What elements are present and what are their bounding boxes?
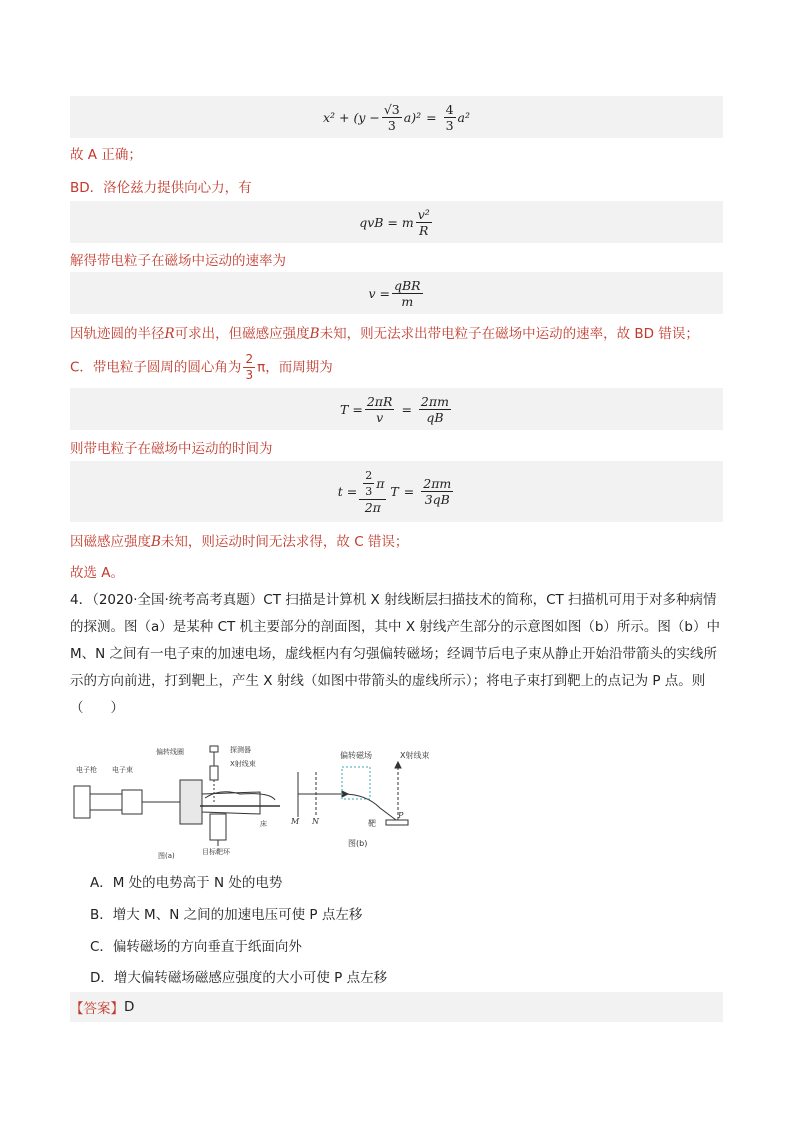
figure-a-ct-machine (70, 742, 295, 862)
electron-gun-barrel (90, 794, 122, 810)
eq-time-equals: = (403, 484, 415, 499)
eq-lorentz-num: v² (417, 206, 430, 222)
figure-b-schematic (288, 742, 433, 852)
eq-period-lhs: T = (340, 401, 363, 417)
eq-time-bigfrac-num (359, 468, 386, 500)
eq-time-inner-num: 2 (365, 469, 373, 482)
eq-time-lhs: t = (337, 484, 358, 499)
text-bd-conclusion (70, 322, 699, 342)
text-bd-intro: BD．洛伦兹力提供向心力，有 (70, 180, 252, 196)
eq-circle-lhs: x² + (y − (322, 109, 380, 125)
eq-circle-frac-den: 3 (387, 117, 396, 133)
equation-period (70, 388, 723, 430)
eq-speed-den: m (401, 293, 414, 309)
detector-box (210, 766, 218, 780)
eq-time-den2: 3qB (424, 492, 450, 507)
eq-speed-frac (392, 278, 423, 309)
eq-period-num1: 2πR (366, 393, 393, 409)
equation-lorentz (70, 201, 723, 243)
c-conclusion-part1: 因磁感应强度 (70, 534, 151, 550)
eq-circle-rhs-frac (444, 102, 456, 133)
target-block (386, 820, 408, 825)
eq-period-equals: = (401, 401, 412, 417)
c-intro-part1: C．带电粒子圆周的圆心角为 (70, 359, 242, 376)
eq-circle-equals: = (426, 109, 437, 125)
text-speed-intro: 解得带电粒子在磁场中运动的速率为 (70, 253, 286, 269)
eq-time-pi: π (376, 476, 385, 491)
eq-speed-lhs: v = (368, 285, 390, 301)
bd-conclusion-R: R (164, 326, 175, 342)
option-c[interactable]: C．偏转磁场的方向垂直于纸面向外 (90, 939, 302, 955)
eq-circle-rhs-num: 4 (445, 101, 454, 117)
detector-top (210, 746, 218, 752)
answer-bar (70, 992, 723, 1022)
label-detector: 探测器 (230, 746, 251, 754)
c-intro-part2: π，而周期为 (257, 359, 333, 376)
c-intro-frac-num: 2 (245, 352, 254, 366)
eq-period-den2: qB (426, 409, 444, 425)
bd-conclusion-B: B (309, 326, 320, 342)
eq-time-num2: 2πm (423, 476, 452, 491)
eq-period-frac2 (419, 394, 451, 425)
equation-circle (70, 96, 723, 138)
label-electron-gun: 电子枪 (76, 766, 97, 774)
xray-arrow (395, 762, 401, 768)
bd-conclusion-part1: 因轨迹圆的半径 (70, 326, 165, 342)
c-intro-frac (243, 352, 255, 383)
label-target: 靶 (368, 819, 376, 828)
eq-period-frac1 (365, 394, 395, 425)
option-d[interactable]: D．增大偏转磁场磁感应强度的大小可使 P 点左移 (90, 970, 388, 986)
label-p: P (398, 811, 404, 820)
text-c-intro (70, 352, 333, 383)
question-4-text: 4．（2020·全国·统考高考真题）CT 扫描是计算机 X 射线断层扫描技术的简称，CT 扫描机可用于对多种病情的探测。图（a）是某种 CT 机主要部分的剖面图，其中 X 射线产生部分的示意图如图（b）所示。图（b）中 M、N 之间有一电子束的加速电场，虚线框内有匀强偏转磁场；经调节后电子束从静止开始沿带箭头的实线所示的方向前进，打到靶上，产生 X 射线（如图中带箭头的虚线所示）；将电子束打到靶上的点记为 P 点。则（ ） (70, 592, 720, 716)
bd-conclusion-part3: 未知，则无法求出带电粒子在磁场中运动的速率，故 BD 错误； (319, 326, 699, 342)
answer-tag: 【答案】 (70, 1001, 124, 1017)
eq-time-bigfrac (359, 468, 386, 515)
c-conclusion-part2: 未知，则运动时间无法求得，故 C 错误； (160, 534, 409, 550)
c-conclusion-B: B (151, 534, 161, 550)
deflection-coil (180, 780, 202, 824)
label-xray-beam: X射线束 (230, 760, 256, 768)
label-deflection-coil: 偏转线圈 (156, 748, 184, 756)
eq-time-T: T (390, 484, 399, 499)
equation-speed (70, 272, 723, 314)
text-choose: 故选 A。 (70, 565, 125, 581)
eq-time-inner-den: 3 (365, 485, 373, 498)
eq-lorentz-den: R (419, 222, 429, 238)
c-intro-frac-den: 3 (245, 368, 254, 382)
answer-value: D (124, 999, 135, 1015)
eq-lorentz-lhs: qvB = m (359, 214, 414, 230)
option-b[interactable]: B．增大 M、N 之间的加速电压可使 P 点左移 (90, 907, 363, 923)
eq-circle-rhs-tail: a² (457, 109, 471, 125)
eq-circle-rhs-den: 3 (445, 117, 454, 133)
electron-gun-body (74, 786, 90, 818)
figure-b-caption: 图(b) (348, 839, 368, 848)
label-xray-beam-b: X射线束 (400, 751, 430, 760)
label-m: M (291, 817, 300, 826)
eq-period-den1: v (376, 409, 384, 425)
eq-circle-frac-num: √3 (383, 101, 400, 117)
eq-time-inner-frac (363, 468, 374, 499)
text-a-correct: 故 A 正确； (70, 147, 142, 163)
label-electron-beam: 电子束 (112, 766, 133, 774)
label-target-ring: 目标靶环 (202, 848, 230, 856)
label-n: N (312, 817, 319, 826)
target-ring-box (210, 814, 226, 840)
label-bed: 床 (260, 820, 267, 828)
text-time-intro: 则带电粒子在磁场中运动的时间为 (70, 441, 273, 457)
eq-circle-frac (382, 102, 402, 133)
equation-time (70, 461, 723, 522)
gun-housing (122, 790, 142, 814)
eq-period-num2: 2πm (420, 393, 449, 409)
beam-arrow (342, 791, 348, 797)
eq-speed-num: qBR (393, 277, 421, 293)
eq-circle-a: a)² (403, 109, 422, 125)
figure-a-caption: 图(a) (158, 852, 175, 860)
bd-conclusion-part2: 可求出，但磁感应强度 (174, 326, 310, 342)
eq-time-bigfrac-den: 2π (364, 500, 381, 515)
eq-time-frac2 (421, 476, 453, 507)
label-deflection-field: 偏转磁场 (340, 751, 372, 760)
eq-lorentz-frac (416, 207, 432, 238)
option-a[interactable]: A．M 处的电势高于 N 处的电势 (90, 875, 283, 891)
text-c-conclusion (70, 530, 408, 550)
